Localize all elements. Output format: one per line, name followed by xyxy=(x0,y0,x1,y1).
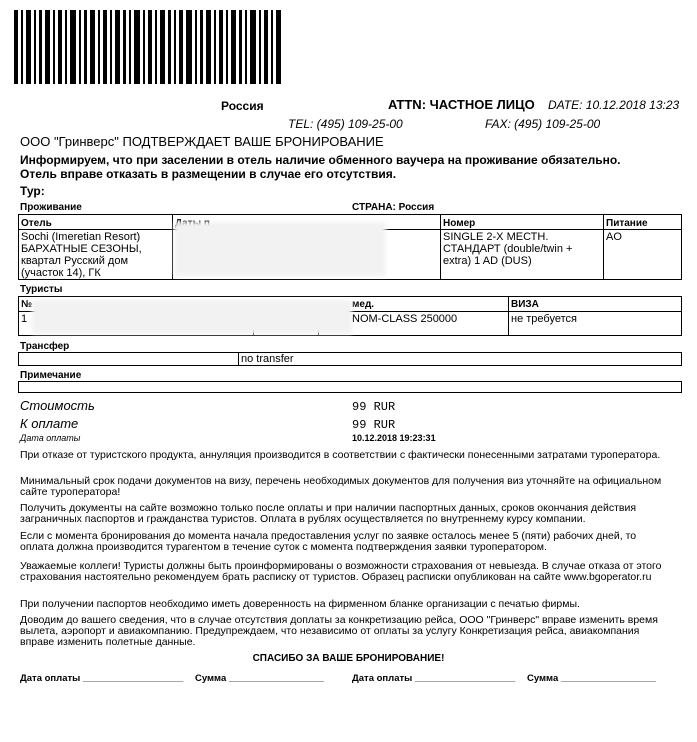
room-line-2: СТАНДАРТ (double/twin + xyxy=(443,243,573,255)
paydate-value: 10.12.2018 19:23:31 xyxy=(352,433,436,443)
col-hotel-header: Отель xyxy=(21,218,52,229)
transfer-box xyxy=(18,352,682,366)
visa-value: не требуется xyxy=(511,313,577,325)
paragraph-passports: При получении паспортов необходимо иметь доверенность на фирменном бланке организации с печатью фирмы. xyxy=(20,598,580,610)
header-fax: FAX: (495) 109-25-00 xyxy=(485,117,601,131)
header-attn: ATTN: ЧАСТНОЕ ЛИЦО xyxy=(388,97,535,112)
hotel-line-2: БАРХАТНЫЕ СЕЗОНЫ, xyxy=(21,243,142,255)
paragraph-visa: Минимальный срок подачи документов на визу, перечень необходимых документов для получения виз уточняйте на официальном сайте туроператора! xyxy=(20,475,662,498)
footer-sum-2: Сумма __________________ xyxy=(527,673,656,684)
meal-value: AO xyxy=(606,231,622,243)
thanks-text: СПАСИБО ЗА ВАШЕ БРОНИРОВАНИЕ! xyxy=(252,653,445,664)
confirm-title: ООО "Гринверс" ПОДТВЕРЖДАЕТ ВАШЕ БРОНИРОВАНИЕ xyxy=(20,134,384,149)
cost-label: Стоимость xyxy=(20,398,95,413)
hotel-line-3: квартал Русский дом xyxy=(21,255,129,267)
note-box xyxy=(18,381,682,393)
header-tel: TEL: (495) 109-25-00 xyxy=(288,117,403,131)
paragraph-payment-deadline: Если с момента бронирования до момента начала предоставления услуг по заявке осталось менее 5 (пяти) рабочих дней, то оплата должна производится турагентом в течение суток с момента подтверждения заявки туроператором. xyxy=(20,530,637,553)
note-label: Примечание xyxy=(20,370,82,381)
pay-value: 99 RUR xyxy=(352,418,396,432)
col-num-header: № xyxy=(21,299,33,310)
tourist-row-num: 1 xyxy=(21,313,28,325)
transfer-label: Трансфер xyxy=(20,341,70,352)
col-meal-header: Питание xyxy=(606,218,648,229)
accommodation-label: Проживание xyxy=(20,202,82,213)
notice-line-1: Информируем, что при заселении в отель наличие обменного ваучера на проживание обязательно. xyxy=(20,153,621,167)
tourists-label: Туристы xyxy=(20,284,63,295)
med-value: NOM-CLASS 250000 xyxy=(352,313,458,325)
transfer-value: no transfer xyxy=(241,353,294,365)
redacted-tourist xyxy=(32,300,352,334)
paragraph-flight: Доводим до вашего сведения, что в случае отсутствия доплаты за конкретизацию рейса, ООО "Гринверс" вправе изменить время вылета, аэропорт и авиакомпанию. Предупреждаем, что независимо от оплаты за услугу Конкретизация рейса, авиакомпания вправе изменить полетные данные. xyxy=(20,614,658,648)
footer-pay-date-1: Дата оплаты ___________________ xyxy=(20,673,184,684)
header-country: Россия xyxy=(221,99,264,113)
paydate-label: Дата оплаты xyxy=(20,433,81,443)
notice-line-2: Отель вправе отказать в размещении в случае его отсутствия. xyxy=(20,167,397,181)
accommodation-country: СТРАНА: Россия xyxy=(352,202,435,213)
barcode-image xyxy=(14,10,282,84)
pay-label: К оплате xyxy=(20,416,79,431)
paragraph-insurance: Уважаемые коллеги! Туристы должны быть проинформированы о возможности страхования от невыезда. В случае отказа от этого страхования настоятельно рекомендуем брать расписку от туристов. Образец расписки опубликован на сайте www.bgoperator.ru xyxy=(20,560,662,583)
room-line-1: SINGLE 2-Х МЕСТН. xyxy=(443,231,549,243)
header-date: DATE: 10.12.2018 13:23 xyxy=(548,98,680,112)
col-med-header: мед. xyxy=(352,299,375,310)
footer-sum-1: Сумма __________________ xyxy=(195,673,324,684)
hotel-line-1: Sochi (Imeretian Resort) xyxy=(21,231,141,243)
col-visa-header: ВИЗА xyxy=(511,299,539,310)
col-room-header: Номер xyxy=(443,218,476,229)
paragraph-documents: Получить документы на сайте возможно только после оплаты и при наличии паспортных данных, сроков окончания действия заграничных паспортов и гражданства туристов. Оплата в рублях осуществляется по внутреннему курсу компании. xyxy=(20,502,637,525)
redacted-dates xyxy=(174,222,386,276)
hotel-line-4: (участок 14), ГК xyxy=(21,267,101,279)
tour-label: Тур: xyxy=(20,184,45,198)
cost-value: 99 RUR xyxy=(352,400,396,414)
paragraph-cancellation: При отказе от туристского продукта, аннуляция производится в соответствии с фактически понесенными затратами туроператора. xyxy=(20,449,661,461)
footer-pay-date-2: Дата оплаты ___________________ xyxy=(352,673,516,684)
room-line-3: extra) 1 AD (DUS) xyxy=(443,255,532,267)
